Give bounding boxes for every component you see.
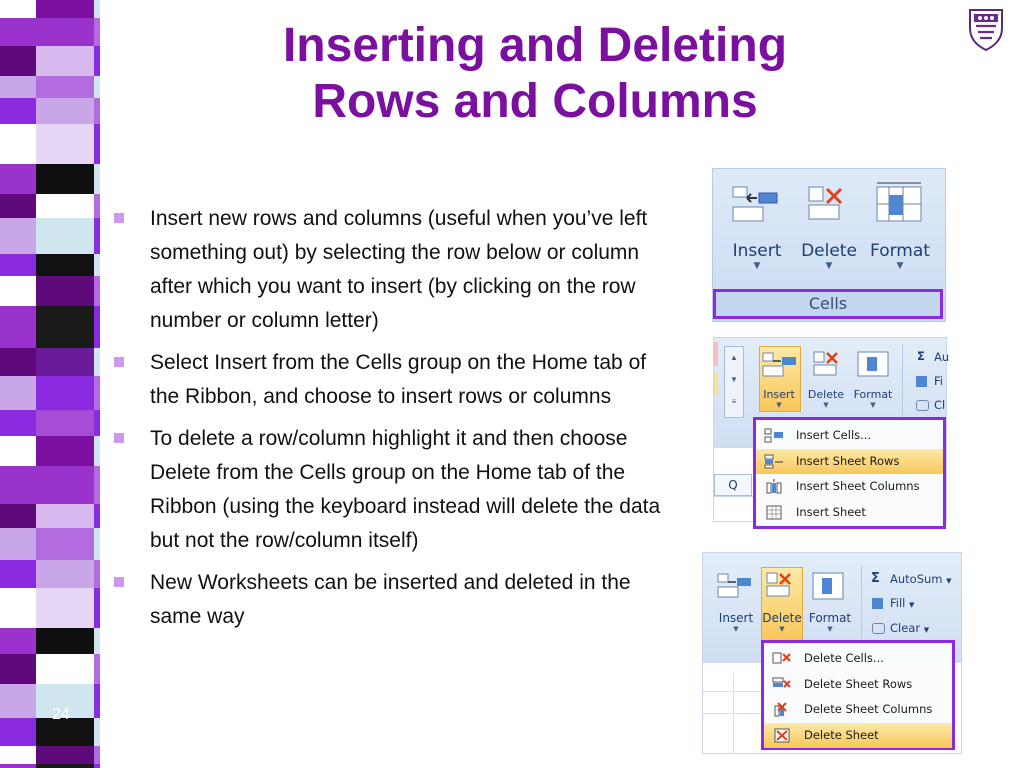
insert-label: Insert <box>763 388 795 401</box>
menu-item-label: Delete Cells... <box>804 651 884 665</box>
fill-icon <box>916 376 927 387</box>
fill-button[interactable] <box>890 596 914 610</box>
delete-button[interactable] <box>797 241 861 271</box>
insert-cells-icon <box>764 428 784 443</box>
insert-rows-icon <box>764 454 784 469</box>
delete-cells-icon <box>812 350 842 378</box>
insert-label: Insert <box>732 241 782 261</box>
menu-item-label: Insert Sheet <box>796 505 866 519</box>
clear-button[interactable] <box>890 621 929 635</box>
insert-cells-icon <box>731 183 781 223</box>
chevron-down-icon: ▼ <box>827 625 833 633</box>
expand-icon: ≡ <box>731 397 737 406</box>
chevron-down-icon: ▼ <box>923 626 930 634</box>
menu-item-delete-sheet[interactable] <box>764 723 952 748</box>
bullet-item <box>112 202 672 338</box>
insert-button[interactable] <box>727 241 787 271</box>
chevron-down-icon: ▼ <box>825 261 833 271</box>
slide-title <box>150 18 920 130</box>
delete-sheet-icon <box>772 728 792 743</box>
format-label: Format <box>870 241 930 261</box>
chevron-down-icon: ▼ <box>776 401 782 409</box>
menu-item-delete-cells[interactable] <box>764 646 952 671</box>
insert-menu-screenshot <box>713 337 950 522</box>
format-cells-icon <box>811 569 847 603</box>
divider <box>714 496 754 497</box>
eraser-icon <box>872 623 885 634</box>
slide-title-line-2: Rows and Columns <box>312 75 758 128</box>
bullet-square-icon <box>114 357 124 367</box>
delete-button[interactable] <box>759 611 805 633</box>
bullet-text: To delete a row/column highlight it and then choose Delete from the Cells group on the Home tab of the Ribbon (using the keyboard instead will delete the data but not the row/column itself) <box>150 427 661 552</box>
format-button[interactable] <box>867 241 933 271</box>
bullet-item <box>112 422 672 558</box>
chevron-down-icon: ▼ <box>896 261 904 271</box>
chevron-down-icon: ▼ <box>733 625 739 633</box>
format-cells-icon <box>873 181 925 225</box>
page-number: 24 <box>52 706 70 723</box>
fill-icon <box>872 598 883 609</box>
clear-label[interactable]: Cl <box>934 398 946 412</box>
insert-dropdown-menu <box>753 417 946 529</box>
bullet-text: Insert new rows and columns (useful when you’ve left something out) by selecting the row below or column after which you want to insert (by clicking on the row number or column letter) <box>150 207 648 332</box>
fill-label[interactable]: Fi <box>934 374 943 388</box>
crest-logo <box>966 6 1006 52</box>
menu-item-label: Insert Sheet Columns <box>796 479 920 493</box>
format-button[interactable] <box>805 611 855 633</box>
bullet-square-icon <box>114 213 124 223</box>
chevron-down-icon: ▼ <box>753 261 761 271</box>
chevron-down-icon: ▼ <box>823 401 829 409</box>
menu-item-insert-cells[interactable] <box>756 423 943 448</box>
menu-item-label: Insert Cells... <box>796 428 872 442</box>
delete-cells-icon <box>772 651 792 666</box>
menu-item-label: Delete Sheet Rows <box>804 677 913 691</box>
autosum-icon: Σ <box>871 571 880 586</box>
bullet-item <box>112 566 672 634</box>
delete-menu-screenshot <box>702 552 962 754</box>
delete-button[interactable] <box>804 388 848 409</box>
grid-line <box>733 673 734 753</box>
delete-cells-icon <box>765 571 797 601</box>
insert-label: Insert <box>718 611 754 625</box>
autosum-icon[interactable]: Σ <box>917 349 925 363</box>
search-icon[interactable]: Q <box>714 474 752 496</box>
format-label: Format <box>808 611 852 625</box>
delete-rows-icon <box>772 677 792 692</box>
chevron-down-icon: ▼ <box>946 577 952 585</box>
insert-cells-icon <box>717 571 753 601</box>
scroll-down-icon: ▼ <box>730 375 738 384</box>
bullet-text: Select Insert from the Cells group on the Home tab of the Ribbon, and choose to insert rows or columns <box>150 351 647 408</box>
bullet-list <box>112 202 672 642</box>
menu-item-insert-sheet-rows[interactable] <box>756 449 943 474</box>
bullet-text: New Worksheets can be inserted and deleted in the same way <box>150 571 631 628</box>
chevron-down-icon: ▼ <box>870 401 876 409</box>
style-scrollbar[interactable] <box>724 346 744 418</box>
delete-cells-icon <box>805 183 849 223</box>
delete-label: Delete <box>807 388 845 401</box>
chevron-down-icon: ▼ <box>779 625 785 633</box>
format-button[interactable] <box>850 388 896 409</box>
delete-label: Delete <box>762 611 802 625</box>
cells-group-screenshot <box>712 168 946 322</box>
insert-columns-icon <box>764 479 784 494</box>
menu-item-insert-sheet-columns[interactable] <box>756 474 943 499</box>
delete-dropdown-menu <box>761 640 955 750</box>
insert-button[interactable] <box>758 388 800 409</box>
delete-label: Delete <box>801 241 857 261</box>
autosum-button[interactable] <box>890 572 952 586</box>
autosum-label[interactable]: Au <box>934 350 950 364</box>
insert-button[interactable] <box>713 611 759 633</box>
format-label: Format <box>853 388 893 401</box>
format-cells-icon <box>856 348 890 380</box>
bullet-square-icon <box>114 433 124 443</box>
clear-label: Clear <box>890 621 921 635</box>
insert-cells-icon <box>762 350 798 378</box>
menu-item-label: Delete Sheet <box>804 728 879 742</box>
decorative-strip <box>0 0 120 768</box>
bullet-item <box>112 346 672 414</box>
insert-sheet-icon <box>764 505 784 520</box>
delete-columns-icon <box>772 702 792 717</box>
menu-item-label: Delete Sheet Columns <box>804 702 933 716</box>
slide-title-line-1: Inserting and Deleting <box>282 19 788 72</box>
eraser-icon <box>916 400 929 411</box>
chevron-down-icon: ▼ <box>909 601 915 609</box>
autosum-label: AutoSum <box>890 572 943 586</box>
menu-item-delete-sheet-columns[interactable] <box>764 697 952 722</box>
menu-item-insert-sheet[interactable] <box>756 500 943 525</box>
fill-label: Fill <box>890 596 906 610</box>
menu-item-label: Insert Sheet Rows <box>796 454 900 468</box>
bullet-square-icon <box>114 577 124 587</box>
scroll-up-icon: ▲ <box>730 353 738 362</box>
cells-group-label: Cells <box>713 289 943 319</box>
menu-item-delete-sheet-rows[interactable] <box>764 672 952 697</box>
